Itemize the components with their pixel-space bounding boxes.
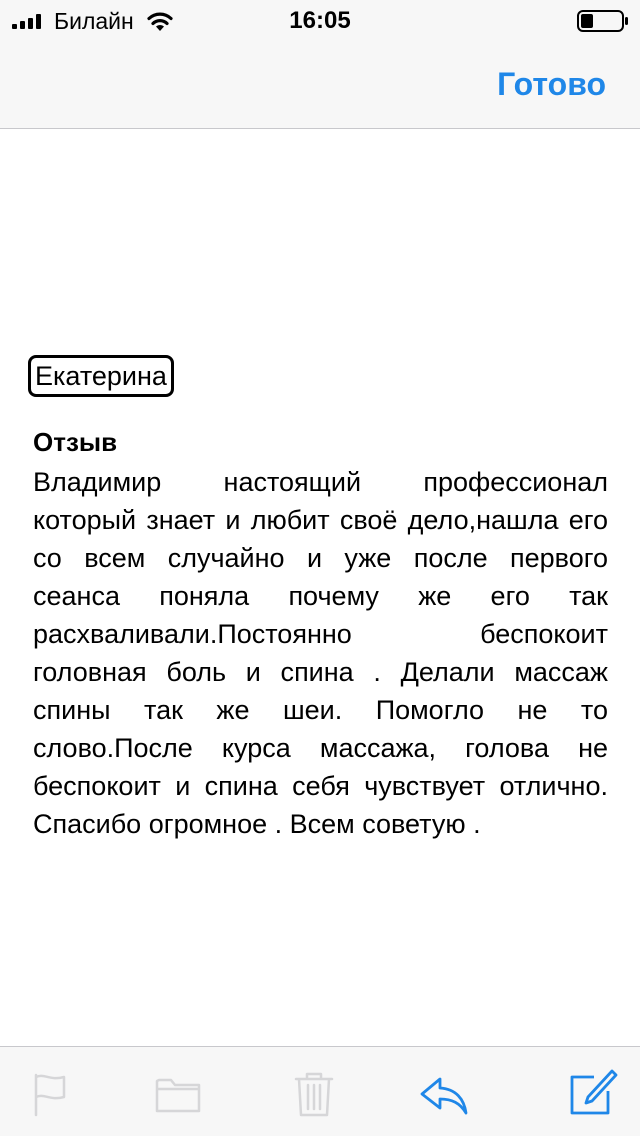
top-bar — [0, 0, 640, 129]
bottom-toolbar — [0, 1046, 640, 1136]
status-bar — [0, 0, 640, 40]
done-button[interactable]: Готово — [497, 66, 606, 102]
reply-icon — [418, 1067, 470, 1119]
compose-icon — [566, 1067, 618, 1119]
delete-button[interactable] — [288, 1067, 340, 1119]
battery-icon — [577, 10, 629, 32]
flag-button[interactable] — [24, 1067, 76, 1119]
reply-button[interactable] — [418, 1067, 470, 1119]
flag-icon — [24, 1067, 76, 1119]
compose-button[interactable] — [566, 1067, 618, 1119]
nav-bar — [0, 40, 640, 128]
folder-icon — [152, 1067, 204, 1119]
sender-name[interactable]: Екатерина — [28, 355, 174, 397]
message-content — [0, 129, 640, 1046]
trash-icon — [288, 1067, 340, 1119]
status-time: 16:05 — [289, 7, 351, 34]
review-text: Владимир настоящий профессионал который знает и любит своё дело,нашла его со всем случайно и уже после первого сеанса поняла почему же его так расхваливали.Постоянно беспокоит головная боль и спина . Делали массаж спины так же шеи. Помогло не то слово.После курса массажа, голова не беспокоит и спина себя чувствует отлично. Спасибо огромное . Всем советую . — [33, 467, 608, 839]
carrier-name: Билайн — [54, 8, 134, 34]
move-to-folder-button[interactable] — [152, 1067, 204, 1119]
review-heading: Отзыв — [33, 427, 118, 457]
